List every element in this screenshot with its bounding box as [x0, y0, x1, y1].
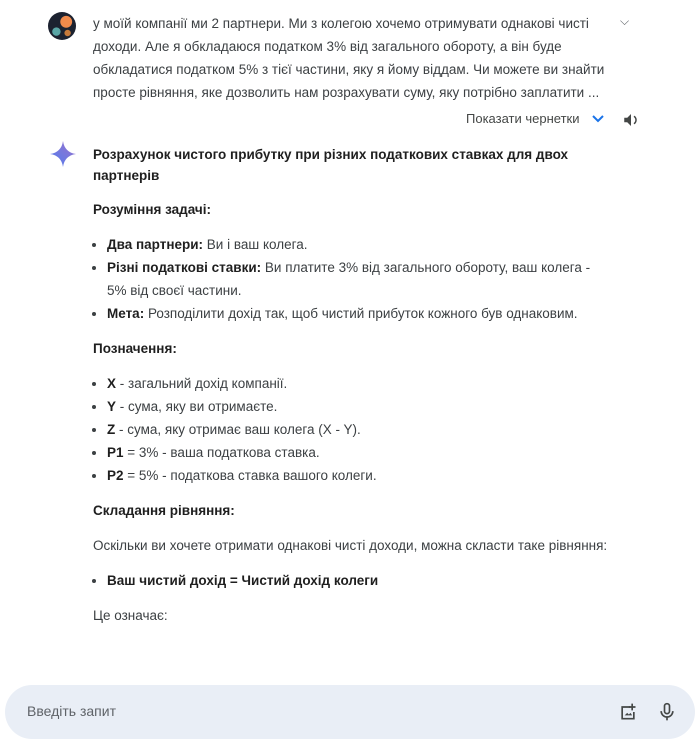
user-message-text: у моїй компанії ми 2 партнери. Ми з колегою хочемо отримувати однакові чисті доходи. Але я обкладаюся податком 3% від загального обороту, а він буде обкладатися податком 5% з тієї частини, яку я йому віддам. Чи можете ви знайти просте рівняння, яке дозволить нам розрахувати суму, яку потрібно заплатити ...	[93, 16, 605, 100]
paragraph: Це означає:	[93, 608, 168, 623]
item-text: = 3% - ваша податкова ставка.	[123, 445, 320, 460]
section-list	[93, 569, 613, 592]
item-term: Різні податкові ставки:	[107, 260, 262, 275]
item-text: = 5% - податкова ставка вашого колеги.	[123, 468, 377, 483]
list-item	[107, 302, 613, 325]
chevron-down-icon	[591, 114, 605, 124]
item-text: - сума, яку ви отримаєте.	[116, 399, 278, 414]
user-avatar[interactable]	[48, 12, 76, 40]
list-item	[107, 569, 613, 592]
item-term: P2	[107, 468, 124, 483]
item-term: Z	[107, 422, 116, 437]
item-text: Ви і ваш колега.	[203, 237, 308, 252]
add-image-icon[interactable]	[618, 702, 638, 722]
section-heading: Позначення:	[93, 341, 177, 356]
prompt-input-bar[interactable]	[5, 685, 695, 739]
section-heading: Складання рівняння:	[93, 503, 235, 518]
chevron-down-icon[interactable]: ⌵	[620, 14, 630, 28]
list-item	[107, 256, 613, 302]
show-drafts-button[interactable]	[466, 111, 605, 126]
prompt-input[interactable]: Введіть запит	[27, 703, 116, 719]
list-item	[107, 441, 613, 464]
item-term: Ваш чистий дохід = Чистий дохід колеги	[107, 573, 379, 588]
response-content	[93, 144, 613, 639]
gemini-star-icon	[50, 141, 76, 167]
item-term: Мета:	[107, 306, 145, 321]
item-text: Розподілити дохід так, щоб чистий прибуток кожного був однаковим.	[144, 306, 578, 321]
item-text: - загальний дохід компанії.	[116, 376, 288, 391]
item-text: - сума, яку отримає ваш колега (X - Y).	[115, 422, 361, 437]
list-item	[107, 372, 613, 395]
item-term: Два партнери:	[107, 237, 204, 252]
list-item	[107, 395, 613, 418]
section-heading: Розуміння задачі:	[93, 202, 211, 217]
item-term: P1	[107, 445, 124, 460]
list-item	[107, 418, 613, 441]
item-text: Ви платите 3% від загального обороту, ваш колега - 5% від своєї частини.	[107, 260, 591, 298]
list-item	[107, 233, 613, 256]
paragraph: Оскільки ви хочете отримати однакові чисті доходи, можна скласти таке рівняння:	[93, 538, 608, 553]
item-term: X	[107, 376, 117, 391]
volume-icon[interactable]	[622, 111, 640, 129]
list-item	[107, 464, 613, 487]
response-title: Розрахунок чистого прибутку при різних податкових ставках для двох партнерів	[93, 147, 569, 183]
show-drafts-label: Показати чернетки	[466, 111, 580, 126]
section-list	[93, 233, 613, 325]
section-list	[93, 372, 613, 487]
microphone-icon[interactable]	[657, 701, 677, 723]
item-term: Y	[107, 399, 117, 414]
